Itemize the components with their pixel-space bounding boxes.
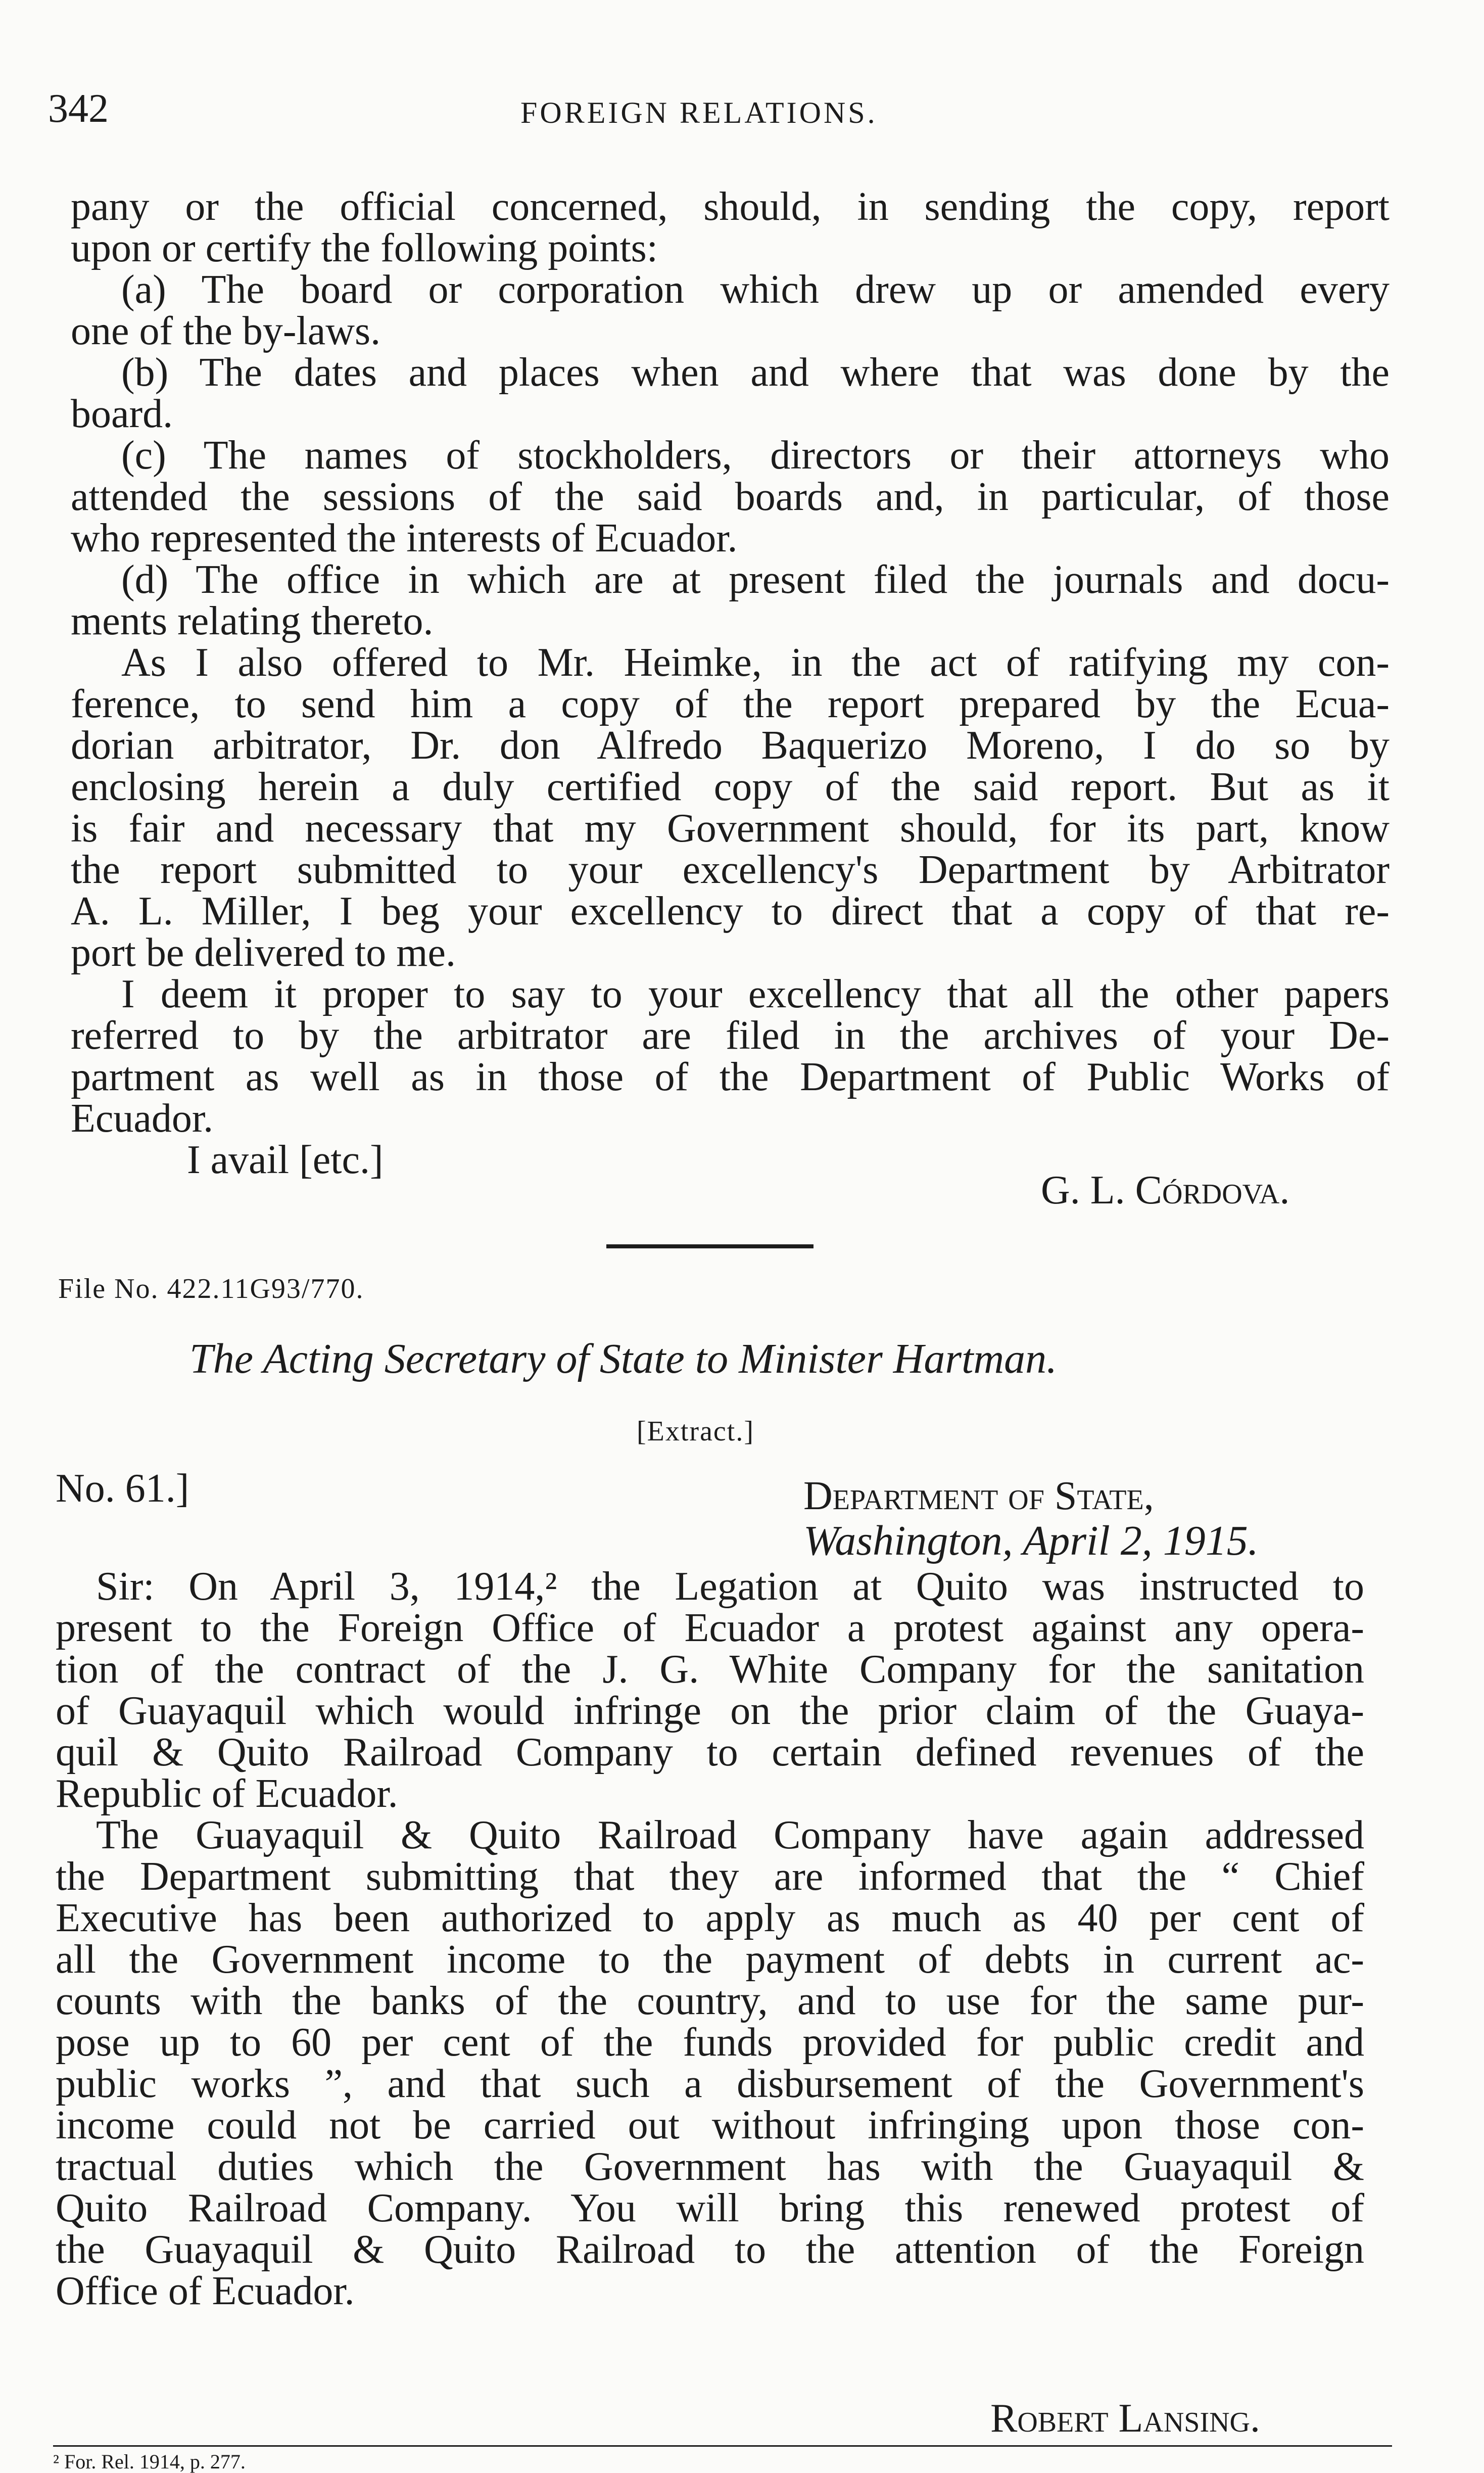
text-line: Sir: On April 3, 1914,² the Legation at Quito was instructed to bbox=[96, 1564, 1364, 1609]
signature-cordova: G. L. Córdova. bbox=[1041, 1168, 1290, 1212]
text-line: (a) The board or corporation which drew up or amended every bbox=[121, 267, 1390, 312]
text-line: present to the Foreign Office of Ecuador a protest against any opera- bbox=[56, 1606, 1364, 1650]
text-line: public works ”, and that such a disbursement of the Government's bbox=[56, 2062, 1364, 2106]
text-line: Quito Railroad Company. You will bring this renewed protest of bbox=[56, 2186, 1364, 2230]
department-heading: Department of State, bbox=[803, 1474, 1154, 1518]
text-line: all the Government income to the payment of debts in current ac- bbox=[56, 1937, 1364, 1982]
document-number: No. 61.] bbox=[56, 1466, 189, 1511]
text-line: ments relating thereto. bbox=[71, 599, 434, 643]
text-line: Executive has been authorized to apply as much as 40 per cent of bbox=[56, 1896, 1364, 1940]
text-line: quil & Quito Railroad Company to certain defined revenues of the bbox=[56, 1730, 1364, 1775]
text-line: the Guayaquil & Quito Railroad to the attention of the Foreign bbox=[56, 2227, 1364, 2272]
text-line: I deem it proper to say to your excellency that all the other papers bbox=[121, 972, 1390, 1016]
section-separator bbox=[606, 1244, 813, 1248]
running-title: FOREIGN RELATIONS. bbox=[520, 96, 878, 129]
text-line: referred to by the arbitrator are filed in the archives of your De- bbox=[71, 1013, 1390, 1058]
text-line: income could not be carried out without infringing upon those con- bbox=[56, 2103, 1364, 2148]
page-number: 342 bbox=[48, 86, 109, 131]
text-line: is fair and necessary that my Government should, for its part, know bbox=[71, 806, 1390, 851]
text-line: tion of the contract of the J. G. White Company for the sanitation bbox=[56, 1647, 1364, 1692]
text-line: (c) The names of stockholders, directors or their attorneys who bbox=[121, 433, 1390, 478]
footnote-rule bbox=[53, 2445, 1392, 2447]
text-line: port be delivered to me. bbox=[71, 930, 456, 975]
text-line: enclosing herein a duly certified copy of the said report. But as it bbox=[71, 765, 1390, 809]
text-line: one of the by-laws. bbox=[71, 309, 381, 353]
closing-line: I avail [etc.] bbox=[187, 1138, 384, 1182]
text-line: tractual duties which the Government has with the Guayaquil & bbox=[56, 2144, 1364, 2189]
extract-label: [Extract.] bbox=[637, 1416, 754, 1447]
text-line: of Guayaquil which would infringe on the prior claim of the Guaya- bbox=[56, 1689, 1364, 1733]
text-line: pose up to 60 per cent of the funds provided for public credit and bbox=[56, 2020, 1364, 2065]
text-line: board. bbox=[71, 392, 173, 436]
text-line: upon or certify the following points: bbox=[71, 226, 658, 270]
text-line: ference, to send him a copy of the report prepared by the Ecua- bbox=[71, 682, 1390, 726]
text-line: the report submitted to your excellency's Department by Arbitrator bbox=[71, 848, 1390, 892]
text-line: the Department submitting that they are informed that the “ Chief bbox=[56, 1854, 1364, 1899]
text-line: attended the sessions of the said boards and, in particular, of those bbox=[71, 475, 1390, 519]
file-number: File No. 422.11G93/770. bbox=[58, 1273, 364, 1304]
footnote: ² For. Rel. 1914, p. 277. bbox=[53, 2450, 246, 2473]
text-line: As I also offered to Mr. Heimke, in the act of ratifying my con- bbox=[121, 640, 1390, 685]
date-line: Washington, April 2, 1915. bbox=[803, 1517, 1259, 1564]
signature-lansing: Robert Lansing. bbox=[990, 2396, 1260, 2441]
text-line: Republic of Ecuador. bbox=[56, 1771, 398, 1816]
text-line: A. L. Miller, I beg your excellency to direct that a copy of that re- bbox=[71, 889, 1390, 934]
text-line: The Guayaquil & Quito Railroad Company have again addressed bbox=[96, 1813, 1364, 1857]
text-line: Office of Ecuador. bbox=[56, 2269, 355, 2313]
text-line: counts with the banks of the country, and to use for the same pur- bbox=[56, 1979, 1364, 2023]
text-line: dorian arbitrator, Dr. don Alfredo Baquerizo Moreno, I do so by bbox=[71, 723, 1390, 768]
text-line: who represented the interests of Ecuador. bbox=[71, 516, 738, 561]
text-line: (d) The office in which are at present filed the journals and docu- bbox=[121, 557, 1390, 602]
text-line: pany or the official concerned, should, in sending the copy, report bbox=[71, 184, 1390, 229]
document-title: The Acting Secretary of State to Minister Hartman. bbox=[189, 1335, 1058, 1382]
text-line: (b) The dates and places when and where that was done by the bbox=[121, 350, 1390, 395]
text-line: Ecuador. bbox=[71, 1096, 214, 1141]
letter-body bbox=[71, 186, 1390, 1181]
text-line: partment as well as in those of the Department of Public Works of bbox=[71, 1055, 1390, 1099]
instruction-body bbox=[56, 1566, 1364, 2312]
